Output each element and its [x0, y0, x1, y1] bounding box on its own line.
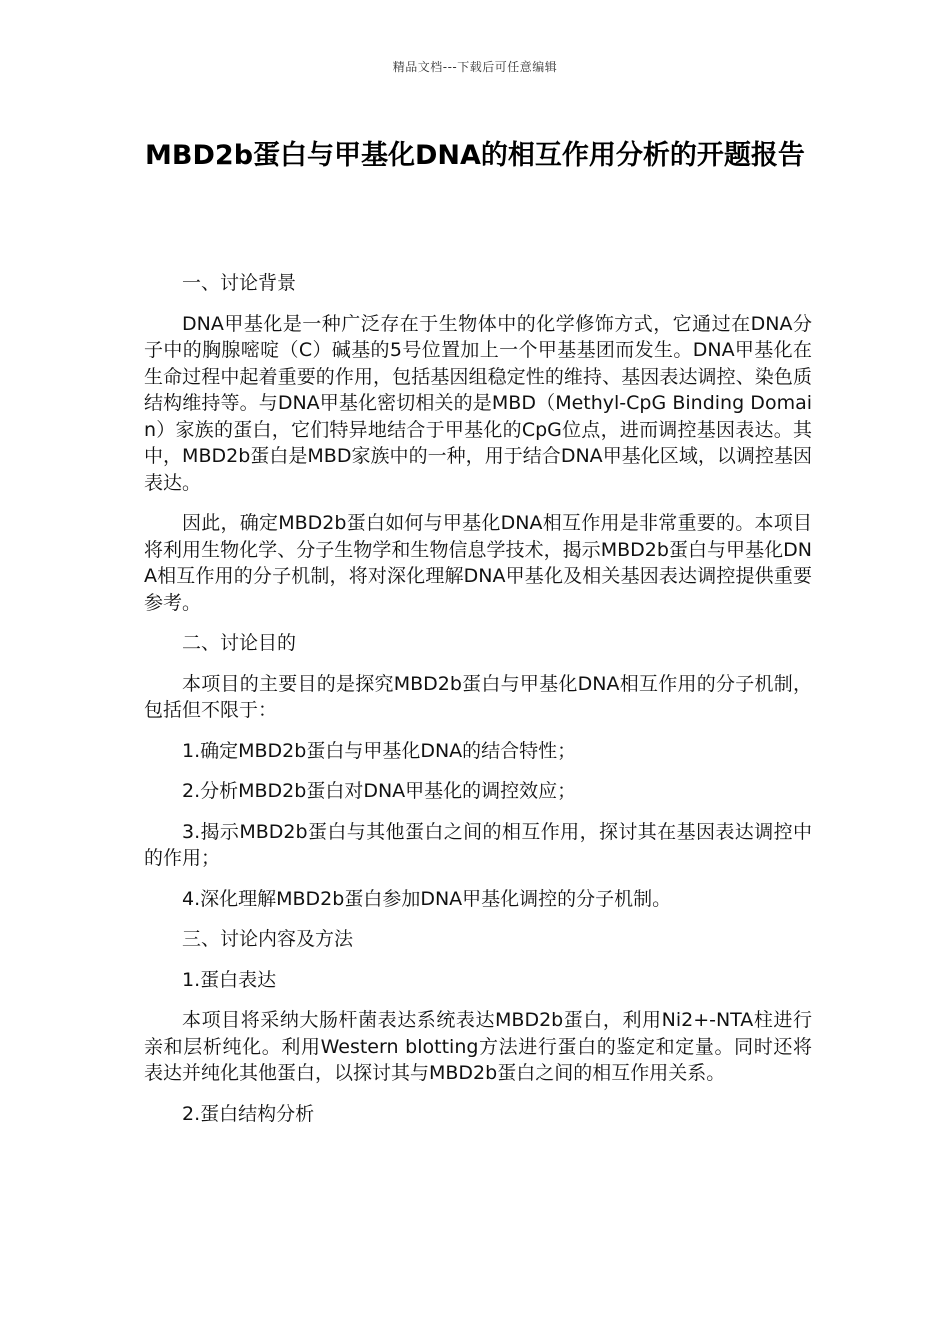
paragraph-purpose-intro: 本项目的主要目的是探究MBD2b蛋白与甲基化DNA相互作用的分子机制，包括但不限于： — [144, 672, 812, 721]
list-item-purpose-2: 2.分析MBD2b蛋白对DNA甲基化的调控效应； — [182, 780, 577, 802]
paragraph-dna-methylation: DNA甲基化是一种广泛存在于生物体中的化学修饰方式，它通过在DNA分子中的胸腺嘧啶（C）碱基的5号位置加上一个甲基基团而发生。DNA甲基化在生命过程中起着重要的作用，包括基因组稳定性的维持、基因表达调控、染色质结构维持等。与DNA甲基化密切相关的是MBD（Methyl-CpG Binding Domain）家族的蛋白，它们特异地结合于甲基化的CpG位点，进而调控基因表达。其中，MBD2b蛋白是MBD家族中的一种，用于结合DNA甲基化区域，以调控基因表达。 — [144, 312, 812, 494]
subsection-heading-protein-expression: 1.蛋白表达 — [182, 968, 277, 991]
section-heading-purpose: 二、讨论目的 — [182, 632, 297, 654]
subsection-heading-structure-analysis: 2.蛋白结构分析 — [182, 1102, 315, 1125]
list-item-purpose-4: 4.深化理解MBD2b蛋白参加DNA甲基化调控的分子机制。 — [182, 887, 672, 910]
list-item-purpose-1: 1.确定MBD2b蛋白与甲基化DNA的结合特性； — [182, 739, 577, 762]
document-body — [144, 270, 812, 1141]
section-heading-background: 一、讨论背景 — [182, 272, 297, 294]
paragraph-significance: 因此，确定MBD2b蛋白如何与甲基化DNA相互作用是非常重要的。本项目将利用生物化学、分子生物学和生物信息学技术，揭示MBD2b蛋白与甲基化DNA相互作用的分子机制，将对深化理解DNA甲基化及相关基因表达调控提供重要参考。 — [144, 512, 812, 614]
document-title: MBD2b蛋白与甲基化DNA的相互作用分析的开题报告 — [145, 140, 805, 171]
header-note: 精品文档---下载后可任意编辑 — [392, 60, 558, 74]
paragraph-protein-expression: 本项目将采纳大肠杆菌表达系统表达MBD2b蛋白，利用Ni2+-NTA柱进行亲和层析纯化。利用Western blotting方法进行蛋白的鉴定和定量。同时还将表达并纯化其他蛋白，以探讨其与MBD2b蛋白之间的相互作用关系。 — [144, 1009, 812, 1084]
list-item-purpose-3: 3.揭示MBD2b蛋白与其他蛋白之间的相互作用，探讨其在基因表达调控中的作用； — [144, 820, 812, 869]
section-heading-methods: 三、讨论内容及方法 — [182, 928, 354, 950]
